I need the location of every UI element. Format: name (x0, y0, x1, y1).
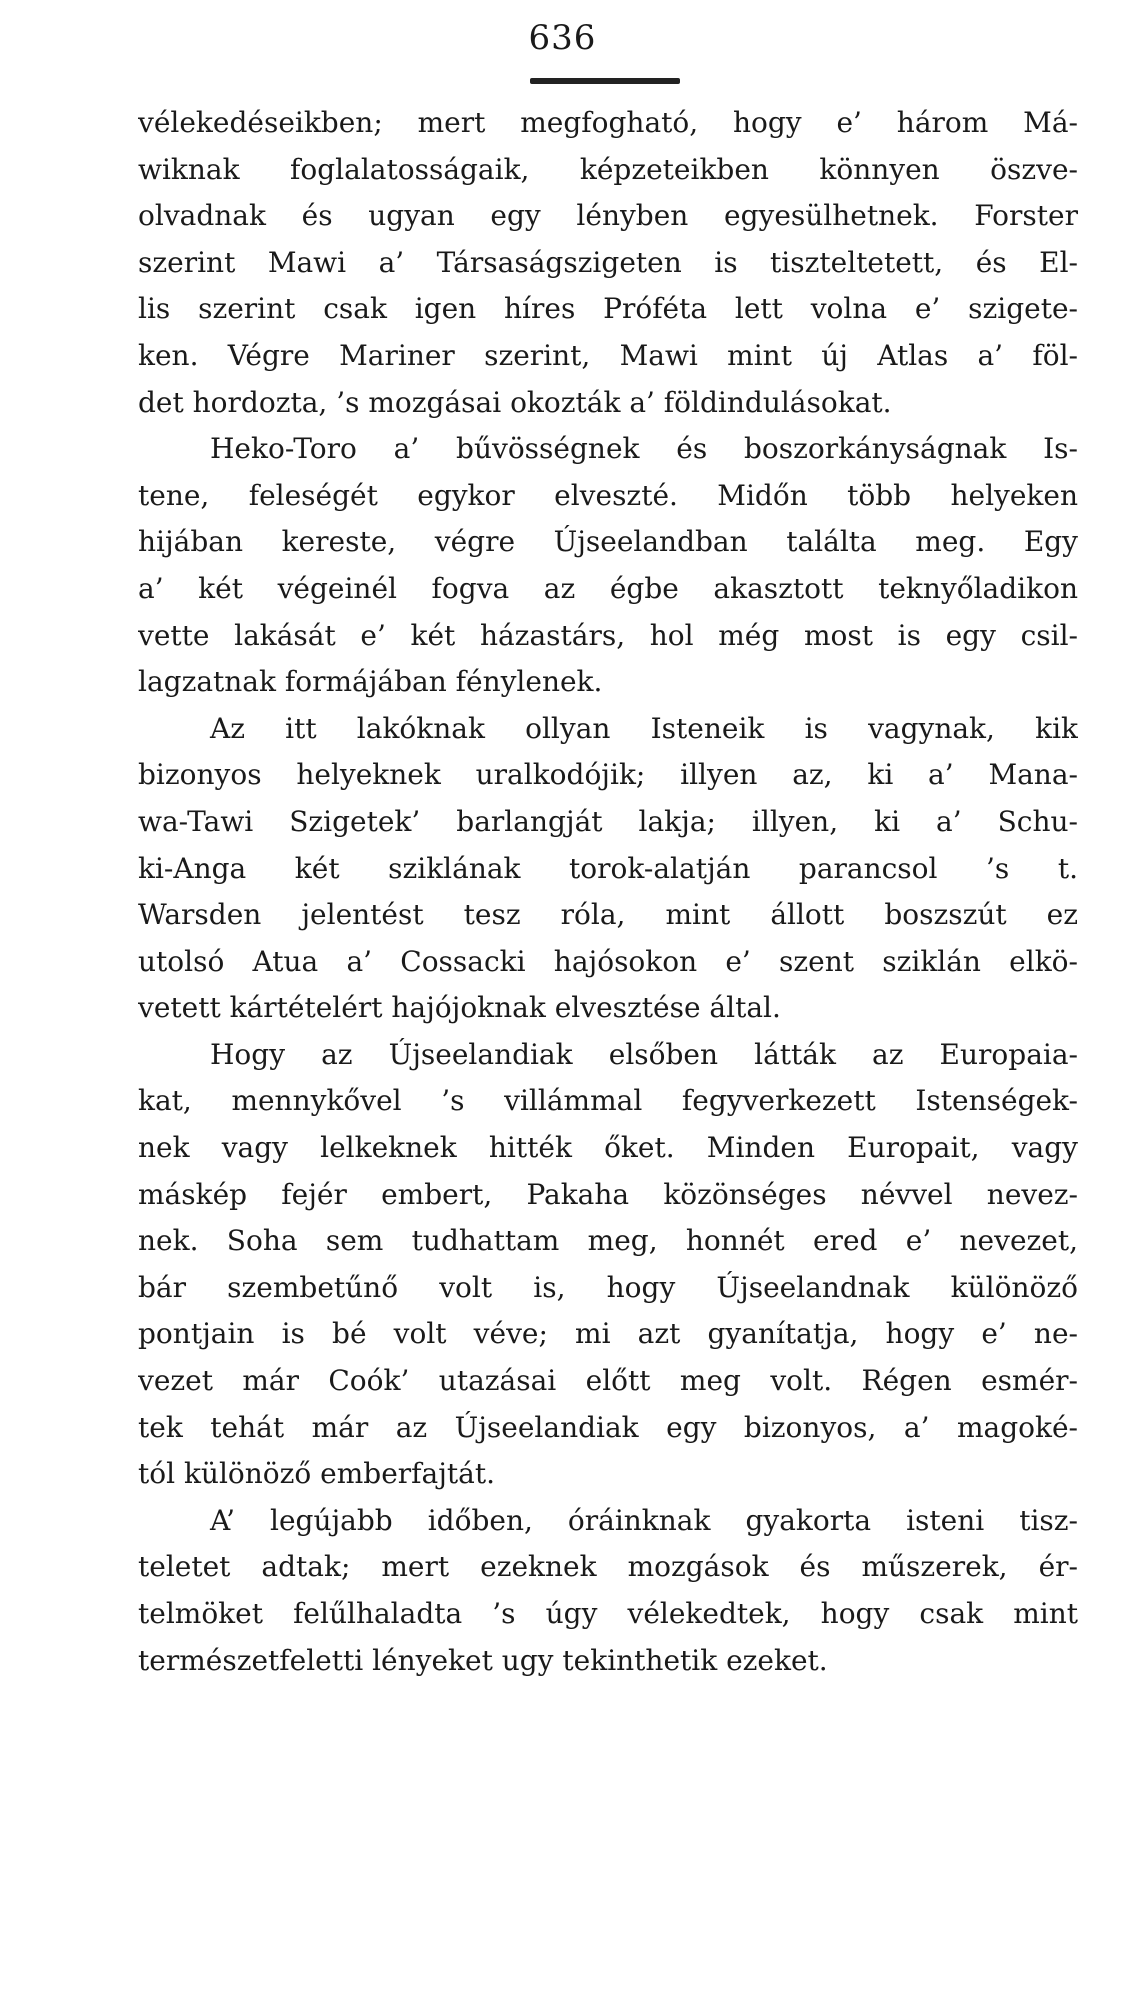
text-line: lagzatnak formájában fénylenek. (138, 665, 603, 699)
text-line: kat, mennykővel ’s villámmal fegyverkezett Istenségek- (138, 1084, 1078, 1118)
text-line: tek tehát már az Újseelandiak egy bizonyos, a’ magoké- (138, 1410, 1078, 1444)
page-number: 636 (528, 18, 597, 58)
text-line: hijában kereste, végre Újseelandban találta meg. Egy (138, 525, 1078, 559)
text-line: det hordozta, ’s mozgásai okozták a’ földindulásokat. (138, 385, 892, 419)
paragraph-1 (138, 100, 1078, 426)
paragraph-5 (138, 1498, 1078, 1684)
text-line: bár szembetűnő volt is, hogy Újseelandnak különöző (138, 1270, 1078, 1304)
text-line: olvadnak és ugyan egy lényben egyesülhetnek. Forster (138, 199, 1078, 233)
text-line: tene, feleségét egykor elveszté. Midőn több helyeken (138, 478, 1078, 512)
text-line: vélekedéseikben; mert megfogható, hogy e’ három Má- (138, 106, 1078, 139)
text-line: vette lakását e’ két házastárs, hol még most is egy csil- (138, 618, 1078, 652)
text-line: bizonyos helyeknek uralkodójik; illyen az, ki a’ Mana- (138, 758, 1078, 792)
paragraph-3 (138, 706, 1078, 1032)
text-line: lis szerint csak igen híres Próféta lett volna e’ szigete- (138, 292, 1078, 326)
text-line: A’ legújabb időben, óráinknak gyakorta isteni tisz- (210, 1503, 1078, 1537)
text-line: utolsó Atua a’ Cossacki hajósokon e’ szent sziklán elkö- (138, 944, 1078, 978)
text-line: vezet már Coók’ utazásai előtt meg volt. Régen esmér- (138, 1364, 1078, 1398)
text-line: Warsden jelentést tesz róla, mint állott boszszút ez (138, 898, 1078, 932)
text-line: wiknak foglalatosságaik, képzeteikben könnyen öszve- (138, 152, 1078, 186)
text-line: pontjain is bé volt véve; mi azt gyanítatja, hogy e’ ne- (138, 1317, 1078, 1351)
text-line: wa-Tawi Szigetek’ barlangját lakja; illyen, ki a’ Schu- (138, 804, 1078, 838)
text-line: Heko-Toro a’ bűvösségnek és boszorkányságnak Is- (210, 432, 1078, 466)
text-line: tól különöző emberfajtát. (138, 1457, 496, 1491)
text-line: nek. Soha sem tudhattam meg, honnét ered e’ nevezet, (138, 1224, 1078, 1258)
text-line: természetfeletti lényeket ugy tekinthetik ezeket. (138, 1643, 828, 1677)
text-line: Hogy az Újseelandiak elsőben látták az Europaia- (210, 1037, 1078, 1071)
paragraph-2 (138, 426, 1078, 706)
text-line: teletet adtak; mert ezeknek mozgások és műszerek, ér- (138, 1550, 1078, 1584)
text-line: Az itt lakóknak ollyan Isteneik is vagynak, kik (210, 711, 1078, 745)
text-line: telmöket felűlhaladta ’s úgy vélekedtek, hogy csak mint (138, 1597, 1078, 1630)
text-line: vetett kártételért hajójoknak elvesztése által. (138, 991, 781, 1025)
paragraph-4 (138, 1032, 1078, 1498)
text-line: máskép fejér embert, Pakaha közönséges névvel nevez- (138, 1177, 1078, 1211)
text-line: ki-Anga két sziklának torok-alatján parancsol ’s t. (138, 851, 1078, 885)
header-rule (530, 78, 680, 84)
text-line: a’ két végeinél fogva az égbe akasztott teknyőladikon (138, 571, 1078, 605)
text-line: szerint Mawi a’ Társaságszigeten is tiszteltetett, és El- (138, 245, 1078, 279)
text-line: ken. Végre Mariner szerint, Mawi mint új Atlas a’ föl- (138, 338, 1078, 372)
body-text (138, 100, 1078, 1684)
text-line: nek vagy lelkeknek hitték őket. Minden Europait, vagy (138, 1131, 1078, 1165)
